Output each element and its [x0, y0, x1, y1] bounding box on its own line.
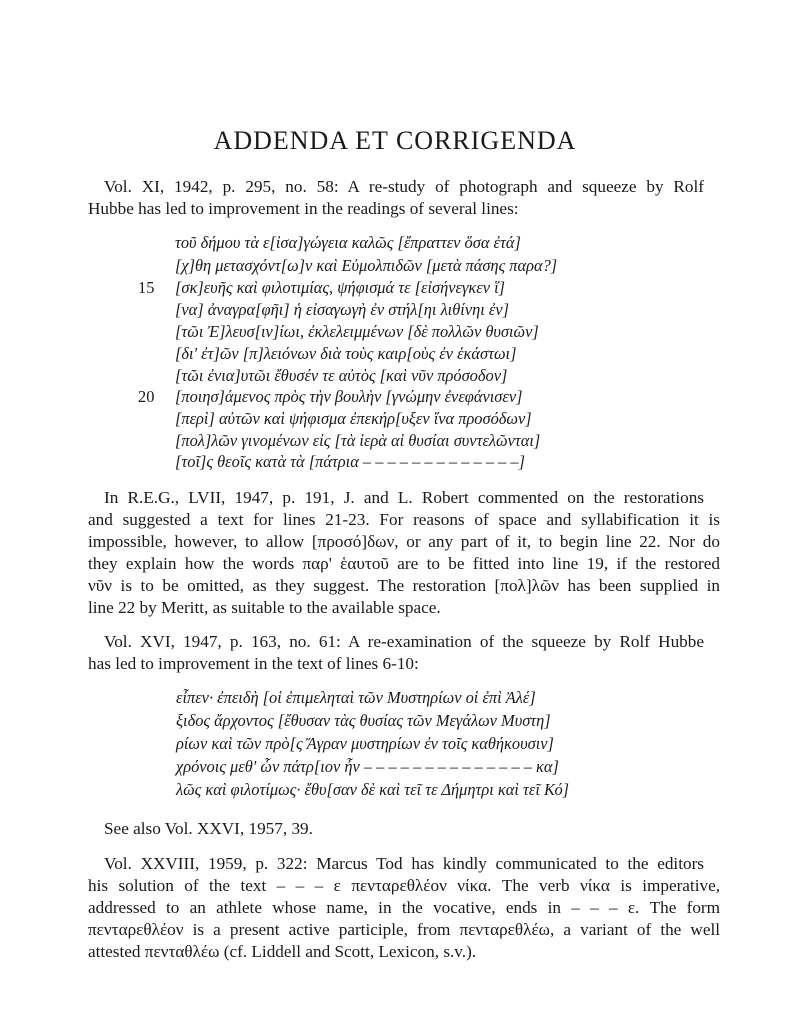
inscription-line: [πολ]λῶν γινομένων εἰς [τὰ ἱερὰ αἱ θυσίαι συντελῶνται]	[175, 431, 541, 450]
intro-line: Hubbe has led to improvement in the readings of several lines:	[88, 199, 519, 218]
inscription-line: [περὶ] αὐτῶν καὶ ψήφισμα ἐπεκήρ[υξεν ἵνα προσόδων]	[175, 409, 532, 428]
paragraph-line: νῦν is to be omitted, as they suggest. The restoration [πολ]λῶν has been supplied in	[88, 576, 720, 595]
inscription-line: τοῦ δήμου τὰ ε[ἰσα]γώγεια καλῶς [ἔπραττεν ὅσα ἐτά]	[175, 233, 521, 252]
vol-xxviii-paragraph	[88, 853, 720, 963]
inscription-line: εἶπεν· ἐπειδὴ [οἱ ἐπιμεληταὶ τῶν Μυστηρίων οἱ ἐπὶ Ἀλέ]	[176, 688, 536, 707]
inscription-line: [τῶι ἐνια]υτῶι ἔθυσέν τε αὐτὸς [καὶ νῦν πρόσοδον]	[175, 366, 508, 385]
inscription-line: [τοῖ]ς θεοῖς κατὰ τὰ [πάτρια – – – – – – – – – – – – –]	[175, 452, 526, 471]
paragraph-line: Vol. XXVIII, 1959, p. 322: Marcus Tod has kindly communicated to the editors	[104, 854, 704, 873]
line-number: 20	[138, 387, 155, 406]
paragraph-line: they explain how the words παρ' ἑαυτοῦ are to be fitted into line 19, if the restored	[88, 554, 720, 573]
paragraph-line: addressed to an athlete whose name, in the vocative, ends in – – – ε. The form	[88, 898, 720, 917]
paragraph-line: his solution of the text – – – ε πενταρεθλέον νίκα. The verb νίκα is imperative,	[88, 876, 720, 895]
paragraph-line: attested πενταθλέω (cf. Liddell and Scott, Lexicon, s.v.).	[88, 942, 477, 961]
paragraph-line: impossible, however, to allow [προσό]δων, or any part of it, to begin line 22. Nor do	[88, 532, 720, 551]
inscription-line: [να] ἀναγρα[φῆι] ἡ εἰσαγωγὴ ἐν στήλ[ηι λιθίνηι ἐν]	[175, 300, 509, 319]
robert-commentary-paragraph	[88, 487, 720, 619]
inscription-line: ρίων καὶ τῶν πρὸ[ς Ἄγραν μυστηρίων ἐν τοῖς καθήκουσιν]	[176, 734, 554, 753]
vol-xvi-paragraph	[88, 631, 720, 675]
page-title: ADDENDA ET CORRIGENDA	[213, 126, 577, 155]
inscription-line: [σκ]ευῆς καὶ φιλοτιμίας, ψήφισμά τε [εἰσήνεγκεν ἵ]	[175, 278, 506, 297]
inscription-line: [ποιησ]άμενος πρὸς τὴν βουλὴν [γνώμην ἐνεφάνισεν]	[175, 387, 523, 406]
intro-line: Vol. XI, 1942, p. 295, no. 58: A re-study of photograph and squeeze by Rolf	[104, 177, 704, 196]
inscription-line: ξιδος ἄρχοντος [ἔθυσαν τὰς θυσίας τῶν Μεγάλων Μυστη]	[176, 711, 551, 730]
paragraph-line: has led to improvement in the text of lines 6-10:	[88, 654, 419, 673]
inscription-line: [χ]θη μετασχόντ[ω]ν καὶ Εὐμολπιδῶν [μετὰ πάσης παρα?]	[175, 256, 558, 275]
inscription-line: λῶς καὶ φιλοτίμως· ἔθυ[σαν δὲ καὶ τεῖ τε Δήμητρι καὶ τεῖ Κό]	[176, 780, 570, 799]
paragraph-line: line 22 by Meritt, as suitable to the available space.	[88, 598, 441, 617]
inscription-line: χρόνοις μεθ' ὧν πάτρ[ιον ἦν – – – – – – – – – – – – – – κα]	[176, 757, 559, 776]
paragraph-line: πενταρεθλέον is a present active participle, from πενταρεθλέω, a variant of the well	[88, 920, 720, 939]
inscription-line: [δι' ἐτ]ῶν [π]λειόνων διὰ τοὺς καιρ[οὺς ἐν ἑκάστωι]	[175, 344, 517, 363]
paragraph-line: and suggested a text for lines 21-23. For reasons of space and syllabification it is	[88, 510, 720, 529]
paragraph-line: In R.E.G., LVII, 1947, p. 191, J. and L. Robert commented on the restorations	[104, 488, 704, 507]
see-also-line: See also Vol. XXVI, 1957, 39.	[104, 819, 313, 838]
see-also-note	[88, 818, 720, 840]
paragraph-line: Vol. XVI, 1947, p. 163, no. 61: A re-examination of the squeeze by Rolf Hubbe	[104, 632, 704, 651]
inscription-line: [τῶι Ἐ]λευσ[ιν]ίωι, ἐκλελειμμένων [δὲ πολλῶν θυσιῶν]	[175, 322, 539, 341]
line-number: 15	[138, 278, 155, 297]
intro-paragraph	[88, 176, 720, 220]
